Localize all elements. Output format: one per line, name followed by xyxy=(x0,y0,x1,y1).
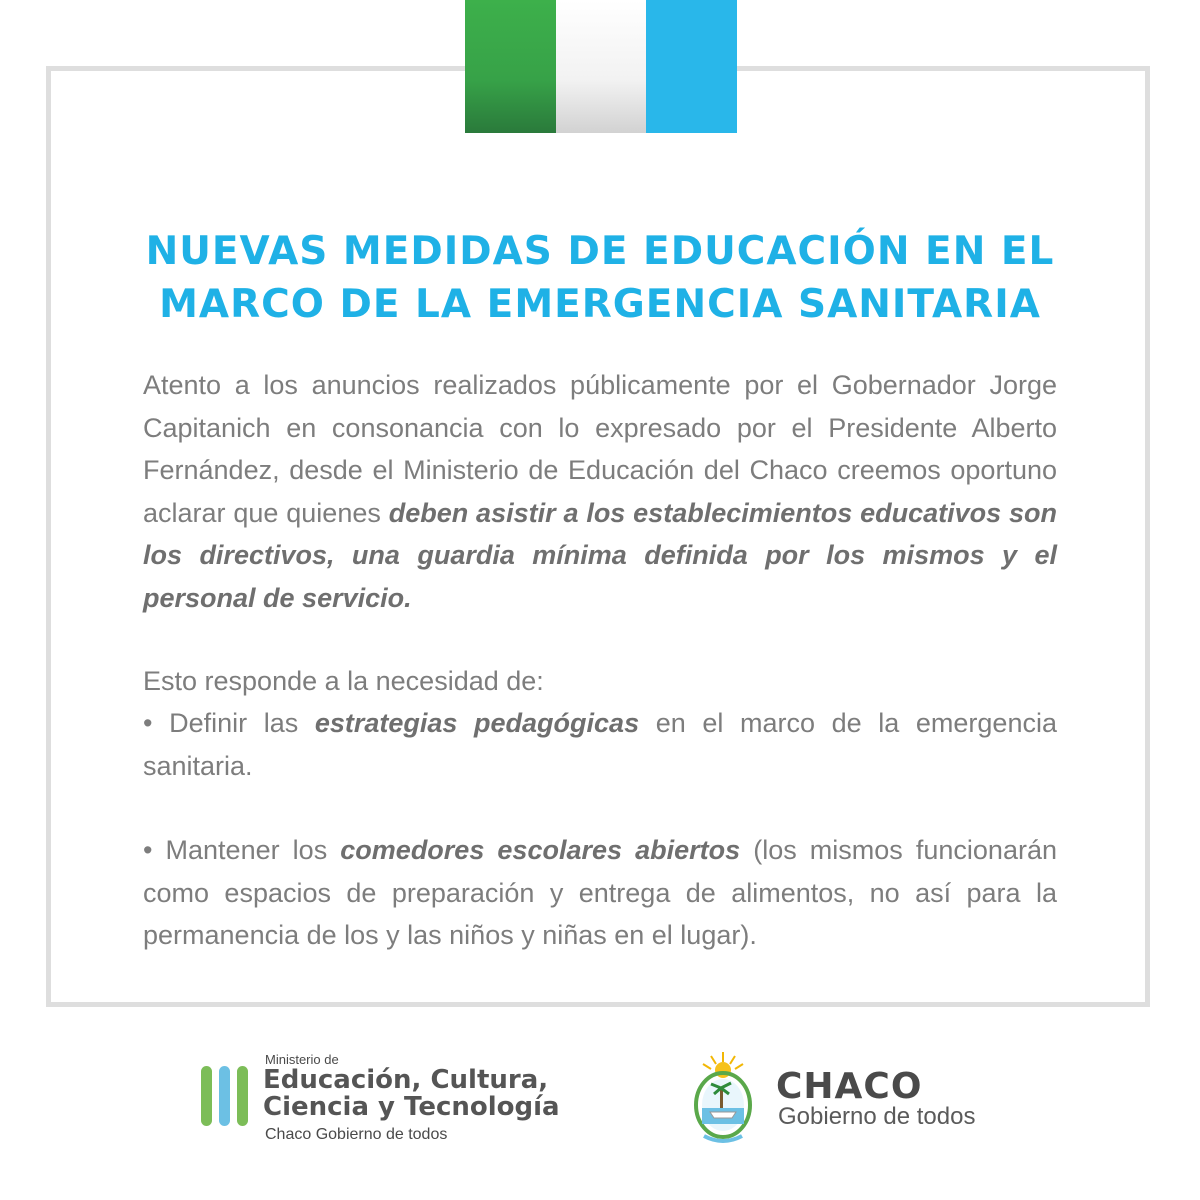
ministry-name xyxy=(263,1067,560,1121)
chaco-name: CHACO xyxy=(776,1066,923,1107)
flag-stripe-blue xyxy=(646,0,737,133)
bullet-text-after: (los mismos funcionarán como espacios de preparación y entrega de alimentos, no así para la permanencia de los y las niños y niñas en el lugar). xyxy=(143,835,1057,950)
ministry-name-line-1: Educación, Cultura, xyxy=(263,1065,549,1095)
paragraph-plain: Atento a los anuncios realizados públicamente por el Gobernador Jorge Capitanich en consonancia con lo expresado por el Presidente Alberto Fernández, desde el Ministerio de Educación del Chaco creemos oportuno aclarar que quienes xyxy=(143,370,1057,528)
page-title xyxy=(100,225,1100,331)
bullet-emphasis: comedores escolares abiertos xyxy=(340,835,741,865)
chaco-tagline: Gobierno de todos xyxy=(778,1103,976,1130)
bullet-text-before: • Mantener los xyxy=(143,835,341,865)
flag-stripe-white xyxy=(556,0,647,133)
bullet-item-strategies xyxy=(143,702,1057,787)
intro-line: Esto responde a la necesidad de: xyxy=(143,666,544,696)
chaco-seal-icon xyxy=(690,1050,756,1146)
ministry-name-line-2: Ciencia y Tecnología xyxy=(263,1092,560,1122)
paragraph-announcement xyxy=(143,364,1057,619)
bullet-emphasis: estrategias pedagógicas xyxy=(314,708,640,738)
bullet-text-after: en el marco de la emergencia sanitaria. xyxy=(143,708,1057,781)
logo-bar xyxy=(237,1066,248,1126)
paragraph-emphasis: deben asistir a los establecimientos educativos son los directivos, una guardia mínima definida por los mismos y el personal de servicio. xyxy=(143,497,1057,613)
bullet-item-dining xyxy=(143,829,1057,957)
title-line-2: MARCO DE LA EMERGENCIA SANITARIA xyxy=(159,282,1041,327)
flag-stripe-green xyxy=(465,0,556,133)
ministry-label-small: Ministerio de xyxy=(265,1052,339,1067)
logo-bar xyxy=(219,1066,230,1126)
title-line-1: NUEVAS MEDIDAS DE EDUCACIÓN EN EL xyxy=(145,229,1055,274)
ministry-tagline: Chaco Gobierno de todos xyxy=(265,1126,448,1143)
logo-bar xyxy=(201,1066,212,1126)
bullet-text-before: • Definir las xyxy=(143,708,315,738)
